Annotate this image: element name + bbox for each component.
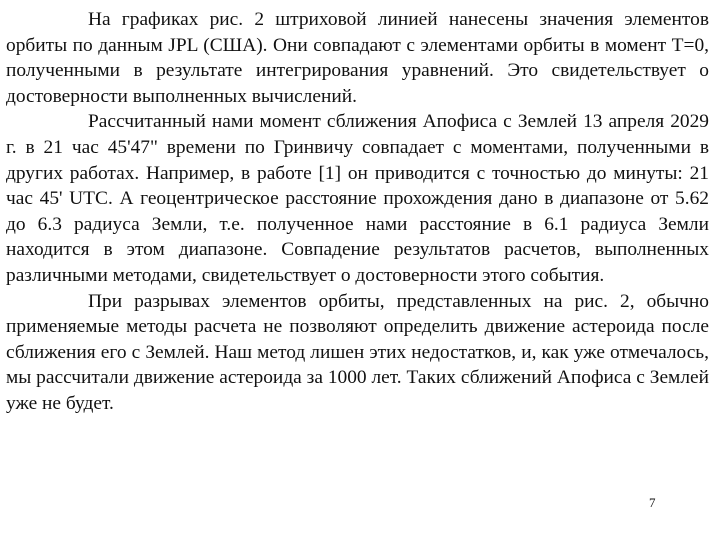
page-number: 7 <box>649 495 656 510</box>
paragraph-jpl-comparison: На графиках рис. 2 штриховой линией нанесены значения элементов орбиты по данным JPL (США). Они совпадают с элементами орбиты в момент T=0, полученными в результате интегрирования уравнений. Это свидетельствует о достоверности выполненных вычислений. <box>6 9 709 107</box>
paragraph-apophis-approach: Рассчитанный нами момент сближения Апофиса с Землей 13 апреля 2029 г. в 21 час 45'47" времени по Гринвичу совпадает с моментами, полученными в других работах. Например, в работе [1] он приводится с точностью до минуты: 21 час 45' UTC. А геоцентрическое расстояние прохождения дано в диапазоне от 5.62 до 6.3 радиуса Земли, т.е. полученное нами расстояние в 6.1 радиуса Земли находится в этом диапазоне. Совпадение результатов расчетов, выполненных различными методами, свидетельствует о достоверности этого события. <box>6 111 709 286</box>
paragraph-orbit-discontinuities: При разрывах элементов орбиты, представленных на рис. 2, обычно применяемые методы расчета не позволяют определить движение астероида после сближения его с Землей. Наш метод лишен этих недостатков, и, как уже отмечалось, мы рассчитали движение астероида за 1000 лет. Таких сближений Апофиса с Землей уже не будет. <box>6 290 709 414</box>
body-text <box>6 7 709 417</box>
